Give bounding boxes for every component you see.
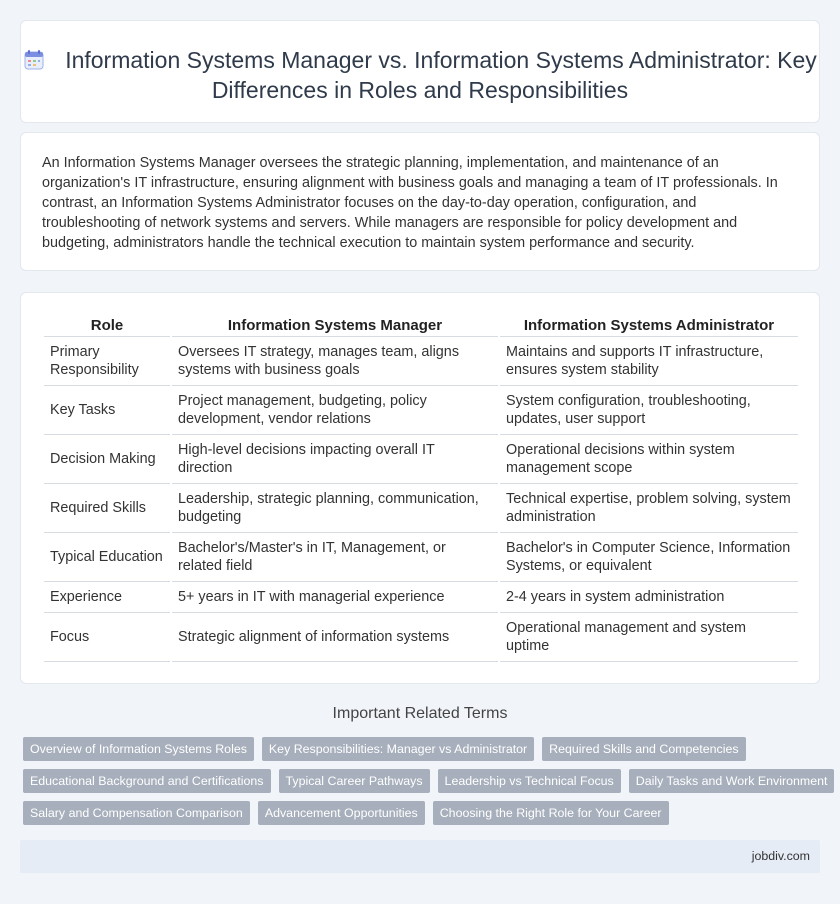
related-terms-heading: Important Related Terms	[332, 705, 508, 722]
manager-cell: Project management, budgeting, policy development, vendor relations	[172, 386, 498, 435]
administrator-cell: System configuration, troubleshooting, updates, user support	[500, 386, 798, 435]
administrator-cell: Technical expertise, problem solving, system administration	[500, 484, 798, 533]
site-link[interactable]: jobdiv.com	[751, 849, 810, 863]
related-term-tag[interactable]: Salary and Compensation Comparison	[23, 801, 250, 825]
administrator-cell: 2-4 years in system administration	[500, 582, 798, 613]
row-label: Decision Making	[44, 435, 170, 484]
administrator-cell: Maintains and supports IT infrastructure, ensures system stability	[500, 337, 798, 386]
manager-cell: 5+ years in IT with managerial experience	[172, 582, 498, 613]
related-term-tag[interactable]: Leadership vs Technical Focus	[438, 769, 621, 793]
row-label: Typical Education	[44, 533, 170, 582]
related-term-tag[interactable]: Advancement Opportunities	[258, 801, 425, 825]
administrator-cell: Operational decisions within system management scope	[500, 435, 798, 484]
manager-cell: Strategic alignment of information systems	[172, 613, 498, 662]
administrator-cell: Operational management and system uptime	[500, 613, 798, 662]
table-row	[44, 582, 798, 613]
comparison-card	[20, 292, 820, 684]
manager-cell: Leadership, strategic planning, communication, budgeting	[172, 484, 498, 533]
related-term-tag[interactable]: Required Skills and Competencies	[542, 737, 745, 761]
row-label: Required Skills	[44, 484, 170, 533]
intro-card	[20, 132, 820, 271]
administrator-cell: Bachelor's in Computer Science, Information Systems, or equivalent	[500, 533, 798, 582]
related-term-tag[interactable]: Typical Career Pathways	[279, 769, 430, 793]
comparison-table	[42, 315, 800, 662]
related-term-tag[interactable]: Educational Background and Certifications	[23, 769, 271, 793]
intro-paragraph: An Information Systems Manager oversees the strategic planning, implementation, and maintenance of an organization's IT infrastructure, ensuring alignment with business goals and managing a team of IT professionals. In contrast, an Information Systems Administrator focuses on the day-to-day operation, configuration, and troubleshooting of network systems and servers. While managers are responsible for policy development and budgeting, administrators handle the technical execution to maintain system performance and security.	[42, 155, 778, 251]
related-term-tag[interactable]: Choosing the Right Role for Your Career	[433, 801, 669, 825]
manager-cell: High-level decisions impacting overall IT direction	[172, 435, 498, 484]
table-row	[44, 484, 798, 533]
related-term-tag[interactable]: Daily Tasks and Work Environment	[629, 769, 835, 793]
page-title-text: Information Systems Manager vs. Information Systems Administrator: Key Differences in Roles and Responsibilities	[65, 47, 817, 103]
row-label: Key Tasks	[44, 386, 170, 435]
related-term-tag[interactable]: Overview of Information Systems Roles	[23, 737, 254, 761]
header-card	[20, 20, 820, 123]
table-header-row	[44, 315, 798, 337]
footer	[20, 840, 820, 873]
table-row	[44, 337, 798, 386]
column-header-manager: Information Systems Manager	[172, 315, 498, 337]
related-terms-list	[23, 737, 828, 833]
row-label: Primary Responsibility	[44, 337, 170, 386]
manager-cell: Bachelor's/Master's in IT, Management, or related field	[172, 533, 498, 582]
related-term-tag[interactable]: Key Responsibilities: Manager vs Administrator	[262, 737, 534, 761]
table-row	[44, 533, 798, 582]
table-row	[44, 386, 798, 435]
manager-cell: Oversees IT strategy, manages team, aligns systems with business goals	[172, 337, 498, 386]
table-row	[44, 435, 798, 484]
row-label: Focus	[44, 613, 170, 662]
column-header-administrator: Information Systems Administrator	[500, 315, 798, 337]
calendar-icon	[23, 49, 45, 71]
row-label: Experience	[44, 582, 170, 613]
page-title	[21, 45, 819, 105]
table-row	[44, 613, 798, 662]
column-header-role: Role	[44, 315, 170, 337]
